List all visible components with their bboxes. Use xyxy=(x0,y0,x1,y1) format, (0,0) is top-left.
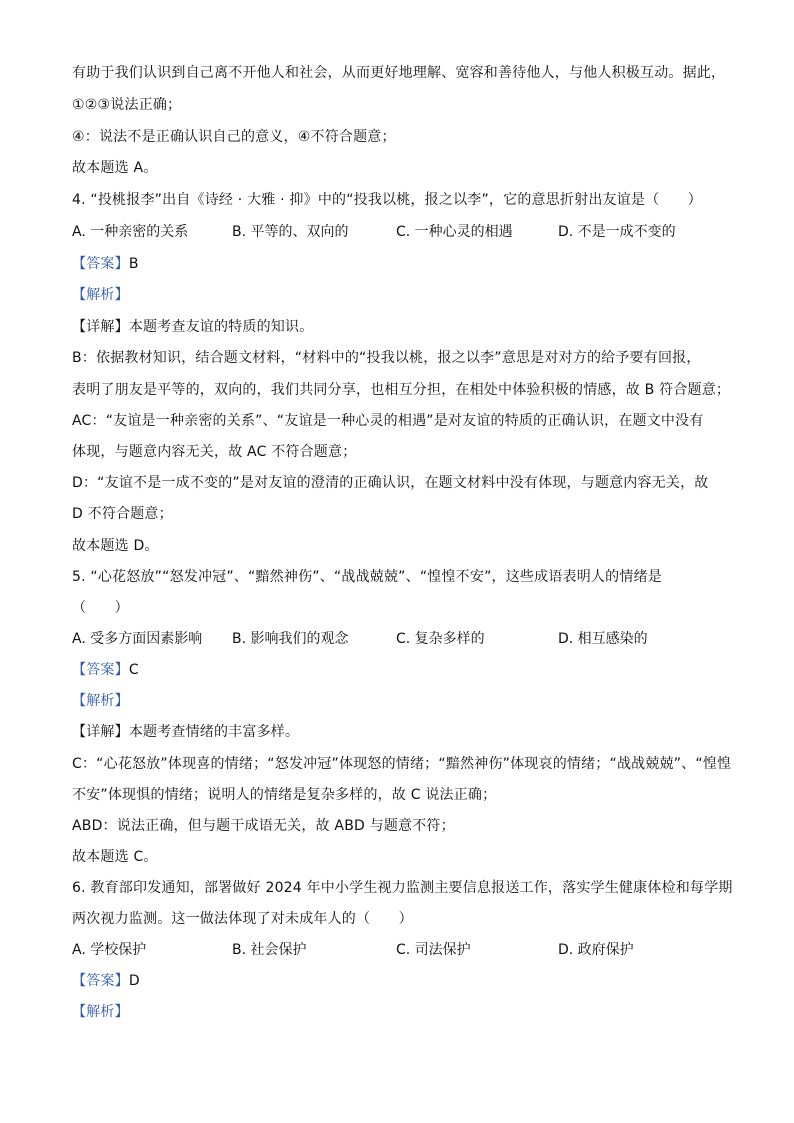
q3-conclusion: 故本题选 A。 xyxy=(72,160,158,176)
q4-option-d: D. 不是一成不变的 xyxy=(558,224,676,240)
q5-option-c: C. 复杂多样的 xyxy=(396,631,485,647)
answer-tag: 【答案】 xyxy=(72,973,129,989)
q5-answer-row xyxy=(72,660,139,680)
q4-explanation-line: D 不符合题意； xyxy=(72,506,173,522)
detail-tag: 【详解】 xyxy=(72,319,129,335)
q5-answer-value: C xyxy=(128,662,139,678)
q4-answer-row xyxy=(72,254,139,274)
q5-option-d: D. 相互感染的 xyxy=(558,631,648,647)
q6-analysis-tag xyxy=(72,1002,129,1022)
q3-explanation-line: 有助于我们认识到自己离不开他人和社会，从而更好地理解、宽容和善待他人，与他人积极互动。据此， xyxy=(72,65,726,81)
q4-answer-value: B xyxy=(128,256,139,272)
q6-option-c: C. 司法保护 xyxy=(396,942,471,958)
q6-stem: 两次视力监测。这一做法体现了对未成年人的（ ） xyxy=(72,911,413,927)
q5-analysis-tag xyxy=(72,691,129,711)
q6-option-b: B. 社会保护 xyxy=(232,942,307,958)
analysis-tag: 【解析】 xyxy=(72,287,129,303)
answer-tag: 【答案】 xyxy=(72,662,129,678)
answer-tag: 【答案】 xyxy=(72,256,129,272)
q4-options xyxy=(72,222,722,242)
q3-explanation-line: ①②③说法正确； xyxy=(72,97,182,113)
q4-detail-row xyxy=(72,317,313,337)
q3-explanation-line: ④：说法不是正确认识自己的意义，④不符合题意； xyxy=(72,129,396,145)
q5-option-b: B. 影响我们的观念 xyxy=(232,631,349,647)
q5-options xyxy=(72,629,722,649)
q5-detail-text: 本题考查情绪的丰富多样。 xyxy=(128,724,300,740)
q6-answer-row xyxy=(72,971,140,991)
q4-explanation-line: 体现，与题意内容无关，故 AC 不符合题意； xyxy=(72,444,357,460)
q4-explanation-line: AC：“友谊是一种亲密的关系”、“友谊是一种心灵的相遇”是对友谊的特质的正确认识，在题文中没有 xyxy=(72,413,704,429)
q6-option-d: D. 政府保护 xyxy=(558,942,634,958)
q5-explanation-line: 不安”体现惧的情绪；说明人的情绪是复杂多样的，故 C 说法正确； xyxy=(72,787,497,803)
q5-stem-bracket: （ ） xyxy=(72,600,129,616)
q5-conclusion: 故本题选 C。 xyxy=(72,849,158,865)
q4-explanation-line: B：依据教材知识，结合题文材料，“材料中的“投我以桃，报之以李”意思是对对方的给予要有回报， xyxy=(72,350,701,366)
q6-stem: 6. 教育部印发通知，部署做好 2024 年中小学生视力监测主要信息报送工作，落实学生健康体检和每学期 xyxy=(72,880,733,896)
q4-option-a: A. 一种亲密的关系 xyxy=(72,224,189,240)
q4-conclusion: 故本题选 D。 xyxy=(72,538,159,554)
q4-option-c: C. 一种心灵的相遇 xyxy=(396,224,513,240)
analysis-tag: 【解析】 xyxy=(72,693,129,709)
detail-tag: 【详解】 xyxy=(72,724,129,740)
q4-explanation-line: 表明了朋友是平等的，双向的，我们共同分享，也相互分担，在相处中体验积极的情感，故 B 符合题意； xyxy=(72,382,731,398)
q5-explanation-line: ABD：说法正确，但与题干成语无关，故 ABD 与题意不符； xyxy=(72,818,455,834)
analysis-tag: 【解析】 xyxy=(72,1004,129,1020)
q6-answer-value: D xyxy=(128,973,140,989)
q4-explanation-line: D：“友谊不是一成不变的”是对友谊的澄清的正确认识，在题文材料中没有体现，与题意内容无关，故 xyxy=(72,475,709,491)
q6-options xyxy=(72,940,722,960)
q4-option-b: B. 平等的、双向的 xyxy=(232,224,349,240)
q5-option-a: A. 受多方面因素影响 xyxy=(72,631,203,647)
q4-detail-text: 本题考查友谊的特质的知识。 xyxy=(128,319,314,335)
q5-explanation-line: C：“心花怒放”体现喜的情绪；“怒发冲冠”体现怒的情绪；“黯然神伤”体现哀的情绪；“战战兢兢”、“惶惶 xyxy=(72,756,732,772)
q4-stem: 4. “投桃报李”出自《诗经 · 大雅 · 抑》中的“投我以桃，报之以李”，它的意思折射出友谊是（ ） xyxy=(72,192,702,208)
q6-option-a: A. 学校保护 xyxy=(72,942,147,958)
q5-detail-row xyxy=(72,722,299,742)
q4-analysis-tag xyxy=(72,285,129,305)
q5-stem: 5. “心花怒放”“怒发冲冠”、“黯然神伤”、“战战兢兢”、“惶惶不安”，这些成语表明人的情绪是 xyxy=(72,569,662,585)
